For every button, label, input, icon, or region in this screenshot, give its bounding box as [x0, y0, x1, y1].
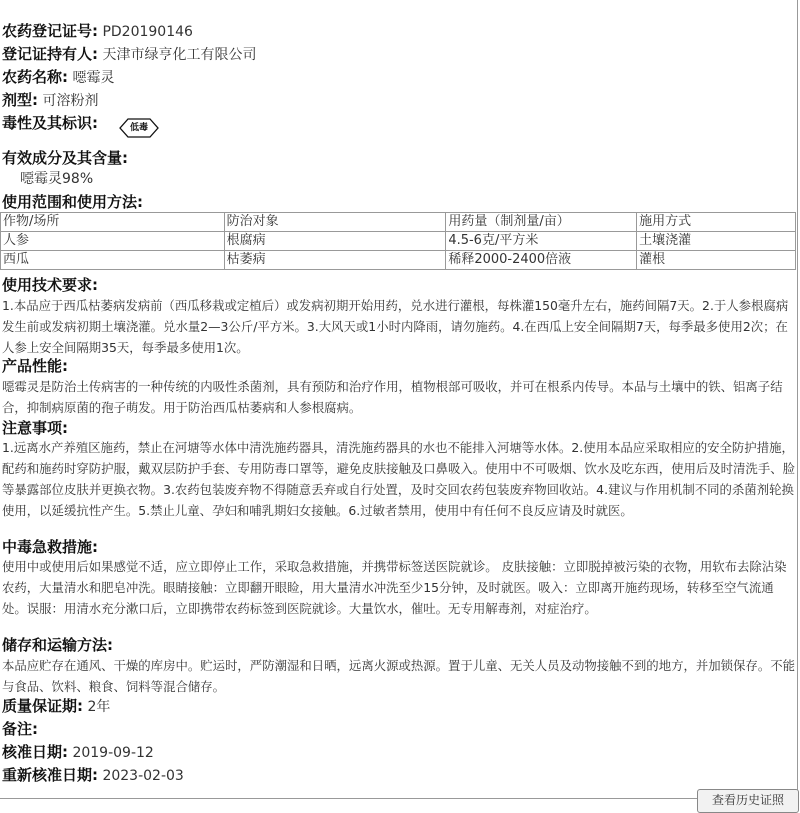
table-cell: 枯萎病	[224, 251, 446, 270]
active-ingredient-value: 噁霉灵98%	[20, 171, 94, 187]
view-history-button[interactable]: 查看历史证照	[697, 789, 799, 813]
formulation-row	[2, 90, 98, 111]
holder-label: 登记证持有人:	[2, 45, 98, 63]
table-row	[1, 232, 796, 251]
table-cell: 灌根	[637, 251, 796, 270]
pesticide-name-value: 噁霉灵	[72, 70, 115, 86]
shelf-life-label: 质量保证期:	[2, 697, 83, 715]
table-header-cell: 作物/场所	[1, 213, 225, 232]
first-aid-title: 中毒急救措施:	[2, 538, 98, 556]
table-cell: 稀释2000-2400倍液	[446, 251, 637, 270]
table-cell: 人参	[1, 232, 225, 251]
usage-table	[0, 212, 796, 270]
precautions-title: 注意事项:	[2, 419, 68, 437]
table-cell: 土壤浇灌	[637, 232, 796, 251]
holder-row	[2, 44, 256, 65]
registration-no-row	[2, 21, 193, 42]
toxicity-badge	[118, 116, 160, 140]
approval-date-row	[2, 742, 154, 763]
remarks-label: 备注:	[2, 720, 38, 738]
shelf-life-row	[2, 696, 110, 717]
performance-text: 噁霉灵是防治土传病害的一种传统的内吸性杀菌剂，具有预防和治疗作用，植物根部可吸收，并可在根系内传导。本品与土壤中的铁、铝离子结合，抑制病原菌的孢子萌发。用于防治西瓜枯萎病和人参根腐病。	[2, 379, 783, 415]
registration-no-label: 农药登记证号:	[2, 22, 98, 40]
table-cell: 西瓜	[1, 251, 225, 270]
holder-value: 天津市绿亨化工有限公司	[102, 47, 257, 63]
table-row	[1, 251, 796, 270]
table-header-cell: 用药量（制剂量/亩）	[446, 213, 637, 232]
reapproval-date-value: 2023-02-03	[102, 768, 184, 784]
usage-table-header-row	[1, 213, 796, 232]
shelf-life-value: 2年	[87, 699, 111, 715]
formulation-value: 可溶粉剂	[42, 93, 99, 109]
storage-title: 储存和运输方法:	[2, 636, 113, 654]
reapproval-date-label: 重新核准日期:	[2, 766, 98, 784]
usage-title: 使用范围和使用方法:	[2, 193, 143, 211]
technical-title: 使用技术要求:	[2, 276, 98, 294]
performance-title: 产品性能:	[2, 357, 68, 375]
registration-no-value: PD20190146	[102, 24, 193, 40]
approval-date-value: 2019-09-12	[72, 745, 154, 761]
pesticide-name-row	[2, 67, 114, 88]
table-header-cell: 防治对象	[224, 213, 446, 232]
approval-date-label: 核准日期:	[2, 743, 68, 761]
table-cell: 根腐病	[224, 232, 446, 251]
toxicity-badge-text: 低毒	[129, 123, 148, 133]
active-ingredient-label: 有效成分及其含量:	[2, 149, 128, 167]
toxicity-label: 毒性及其标识:	[2, 114, 98, 132]
table-header-cell: 施用方式	[637, 213, 796, 232]
reapproval-date-row	[2, 765, 184, 786]
formulation-label: 剂型:	[2, 91, 38, 109]
storage-text: 本品应贮存在通风、干燥的库房中。贮运时，严防潮湿和日晒，远离火源或热源。置于儿童、无关人员及动物接触不到的地方，并加锁保存。不能与食品、饮料、粮食、饲料等混合储存。	[2, 658, 795, 694]
first-aid-text: 使用中或使用后如果感觉不适，应立即停止工作，采取急救措施，并携带标签送医院就诊。 皮肤接触：立即脱掉被污染的衣物，用软布去除沾染农药，大量清水和肥皂冲洗。眼睛接触：立即翻开眼睑，用大量清水冲洗至少15分钟，及时就医。吸入：立即离开施药现场，转移至空气流通处。误服：用清水充分漱口后，立即携带农药标签到医院就诊。大量饮水，催吐。无专用解毒剂，对症治疗。	[2, 559, 787, 616]
pesticide-name-label: 农药名称:	[2, 68, 68, 86]
precautions-text: 1.远离水产养殖区施药，禁止在河塘等水体中清洗施药器具，清洗施药器具的水也不能排入河塘等水体。2.使用本品应采取相应的安全防护措施，配药和施药时穿防护服，戴双层防护手套、专用防毒口罩等，避免皮肤接触及口鼻吸入。使用中不可吸烟、饮水及吃东西，使用后及时清洗手、脸等暴露部位皮肤并更换衣物。3.农药包装废弃物不得随意丢弃或自行处置，及时交回农药包装废弃物回收站。4.建议与作用机制不同的杀菌剂轮换使用，以延缓抗性产生。5.禁止儿童、孕妇和哺乳期妇女接触。6.过敏者禁用，使用中有任何不良反应请及时就医。	[2, 440, 795, 518]
table-cell: 4.5-6克/平方米	[446, 232, 637, 251]
technical-text: 1.本品应于西瓜枯萎病发病前（西瓜移栽或定植后）或发病初期开始用药，兑水进行灌根，每株灌150毫升左右，施药间隔7天。2.于人参根腐病发生前或发病初期土壤浇灌。兑水量2—3公斤/平方米。3.大风天或1小时内降雨，请勿施药。4.在西瓜上安全间隔期7天，每季最多使用2次；在人参上安全间隔期35天，每季最多使用1次。	[2, 298, 789, 355]
